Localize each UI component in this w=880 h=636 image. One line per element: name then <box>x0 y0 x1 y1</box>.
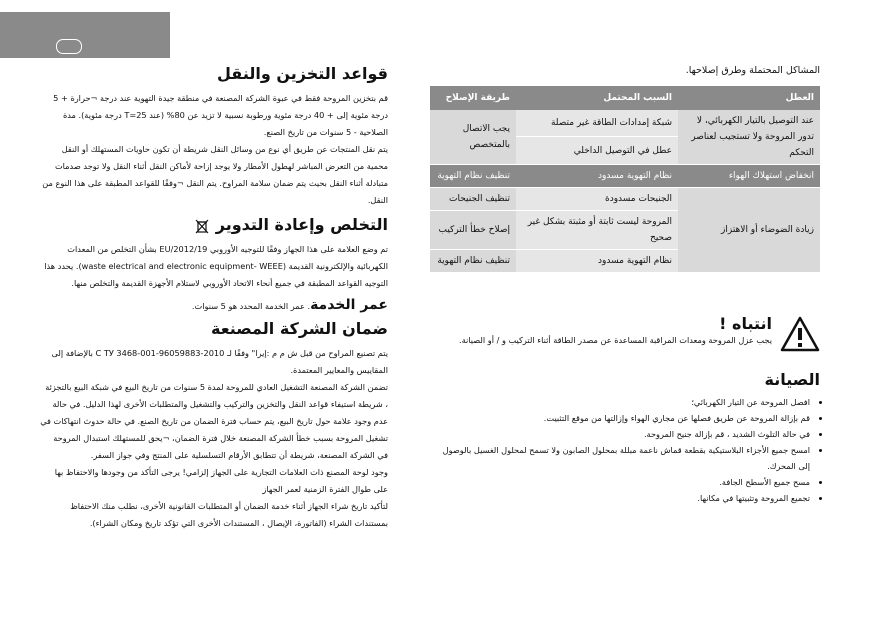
left-column <box>40 64 388 538</box>
warning-triangle-icon <box>780 316 820 352</box>
disposal-section <box>40 215 388 292</box>
service-life-text: . عمر الخدمة المحدد هو 5 سنوات. <box>191 301 311 311</box>
fault-cell: عند التوصيل بالتيار الكهربائي، لا تدور المروحة ولا تستجيب لعناصر التحكم <box>678 110 820 165</box>
fix-cell: يجب الاتصال بالمتخصص <box>430 110 516 165</box>
cause-cell: شبكة إمدادات الطاقة غير متصلة <box>516 110 678 137</box>
maintenance-title: الصيانة <box>764 370 820 389</box>
table-row <box>430 165 820 188</box>
fault-cell: انخفاض استهلاك الهواء <box>678 165 820 188</box>
fix-cell: تنظيف نظام التهوية <box>430 250 516 273</box>
warranty-paragraph-3: وجود لوحة المصنع ذات العلامات التجارية على الجهاز إلزامي! يرجى التأكد من وجودها والاحتفاظ بها على طوال الفترة الزمنية لعمر الجهاز <box>54 467 388 494</box>
table-header-row <box>430 86 820 110</box>
cause-cell: الجنيحات مسدودة <box>516 188 678 211</box>
cause-cell: المروحة ليست ثابتة أو مثبتة بشكل غير صحيح <box>516 211 678 250</box>
maintenance-section <box>430 370 820 506</box>
disposal-title: التخلص وإعادة التدوير <box>215 215 388 234</box>
troubleshooting-table <box>430 86 820 273</box>
storage-paragraph-2: يتم نقل المنتجات عن طريق أي نوع من وسائل النقل شريطة أن تكون حاويات المستهلك أو النقل محمية من التعرض المباشر لهطول الأمطار ولا يوجد إزاحة لأماكن النقل أثناء النقل ولا توجد صدمات متبادلة أثناء النقل بحيث يتم ضمان سلامة المراوح. يتم النقل ¬وفقًا للقواعد المطبقة على هذا النوع من النقل. <box>42 144 388 205</box>
attention-text: يجب عزل المروحة ومعدات المراقبة المساعدة عن مصدر الطاقة أثناء التركيب و / أو الصيانة. <box>459 335 772 345</box>
page-corner-tab <box>0 12 170 58</box>
disposal-paragraph: تم وضع العلامة على هذا الجهاز وفقًا للتوجيه الأوروبي EU/2012/19 بشأن التخلص من المعدات الكهربائية والإلكترونية القديمة (waste electrical and electronic equipment- WEEE). يحدد هذا التوجيه القواعد المطبقة في جميع أنحاء الاتحاد الأوروبي لاستلام الأجهزة القديمة والتخلص منها. <box>44 244 388 288</box>
cause-cell: نظام التهوية مسدود <box>516 250 678 273</box>
cause-cell: نظام التهوية مسدود <box>516 165 678 188</box>
attention-title: انتباه ! <box>719 314 772 333</box>
header-fault: العطل <box>678 86 820 110</box>
right-column <box>430 64 820 273</box>
fix-cell: إصلاح خطأ التركيب <box>430 211 516 250</box>
list-item: • افصل المروحة عن التيار الكهربائي؛ <box>430 394 810 410</box>
list-item: • امسح جميع الأجزاء البلاستيكية بقطعة قماش ناعمة مبللة بمحلول الصابون ولا تسمح لمحلول الغسيل بالوصول إلى المحرك. <box>430 442 810 474</box>
warranty-section <box>40 319 388 532</box>
header-fix: طريقة الإصلاح <box>430 86 516 110</box>
storage-title: قواعد التخزين والنقل <box>217 64 388 83</box>
disposal-heading <box>40 215 388 235</box>
list-item: • في حالة التلوث الشديد ، قم بإزالة جنيح المروحة. <box>430 426 810 442</box>
storage-paragraph-1: قم بتخزين المروحة فقط في عبوة الشركة المصنعة في منطقة جيدة التهوية عند درجة ¬حرارة + 5 درجة مئوية إلى + 40 درجة مئوية ورطوبة نسبية لا تزيد عن 80% (عند T=25 درجة مئوية). مدة الصلاحية - 5 سنوات من تاريخ الصنع. <box>53 93 388 137</box>
service-life <box>40 298 388 313</box>
storage-section <box>40 64 388 209</box>
page-number-pill <box>56 39 82 54</box>
warranty-title: ضمان الشركة المصنعة <box>211 319 388 338</box>
cause-cell: عطل في التوصيل الداخلي <box>516 137 678 165</box>
fault-cell: زيادة الضوضاء أو الاهتزاز <box>678 188 820 273</box>
list-item: • تجميع المروحة وتثبيتها في مكانها. <box>430 490 810 506</box>
maintenance-list <box>430 394 820 506</box>
list-item: • مسح جميع الأسطح الجافة. <box>430 474 810 490</box>
troubleshooting-intro: المشاكل المحتملة وطرق إصلاحها. <box>685 65 820 76</box>
warranty-paragraph-4: لتأكيد تاريخ شراء الجهاز أثناء خدمة الضمان أو المتطلبات القانونية الأخرى، نطلب منك الاحتفاظ بمستندات الشراء (الفاتورة، الإيصال ، المستندات الأخرى التي تؤكد تاريخ ومكان الشراء). <box>70 501 388 528</box>
header-cause: السبب المحتمل <box>516 86 678 110</box>
table-row <box>430 110 820 137</box>
list-item: • قم بإزالة المروحة عن طريق فصلها عن مجاري الهواء وإزالتها من موقع التثبيت. <box>430 410 810 426</box>
table-row <box>430 188 820 211</box>
fix-cell: تنظيف نظام التهوية <box>430 165 516 188</box>
service-life-title: عمر الخدمة <box>310 297 388 313</box>
attention-section <box>430 314 820 347</box>
warranty-paragraph-2: تضمن الشركة المصنعة التشغيل العادي للمروحة لمدة 5 سنوات من تاريخ البيع في شبكة البيع بالتجزئة ، شريطة استيفاء قواعد النقل والتخزين والتركيب والتشغيل والمتطلبات الأخرى لهذا الدليل. في حالة عدم وجود علامة حول تاريخ البيع، يتم حساب فترة الضمان من تاريخ الصنع. في حالة حدوث انتهاكات في تشغيل المروحة بسبب خطأ الشركة المصنعة خلال فترة الضمان، ¬يحق للمستهلك استبدال المروحة في الشركة المصنعة، شريطة أن تتطابق الأرقام التسلسلية على المنتج وفي جواز السفر. <box>40 382 388 460</box>
fix-cell: تنظيف الجنيحات <box>430 188 516 211</box>
warranty-paragraph-1: يتم تصنيع المراوح من قبل ش م م :إيرا" وفقًا لـ 2010-96059883-001-3468 С ТУ بالإضافة إلى المقاييس والمعايير المعتمدة. <box>51 348 388 375</box>
crossed-bin-icon <box>194 218 210 234</box>
